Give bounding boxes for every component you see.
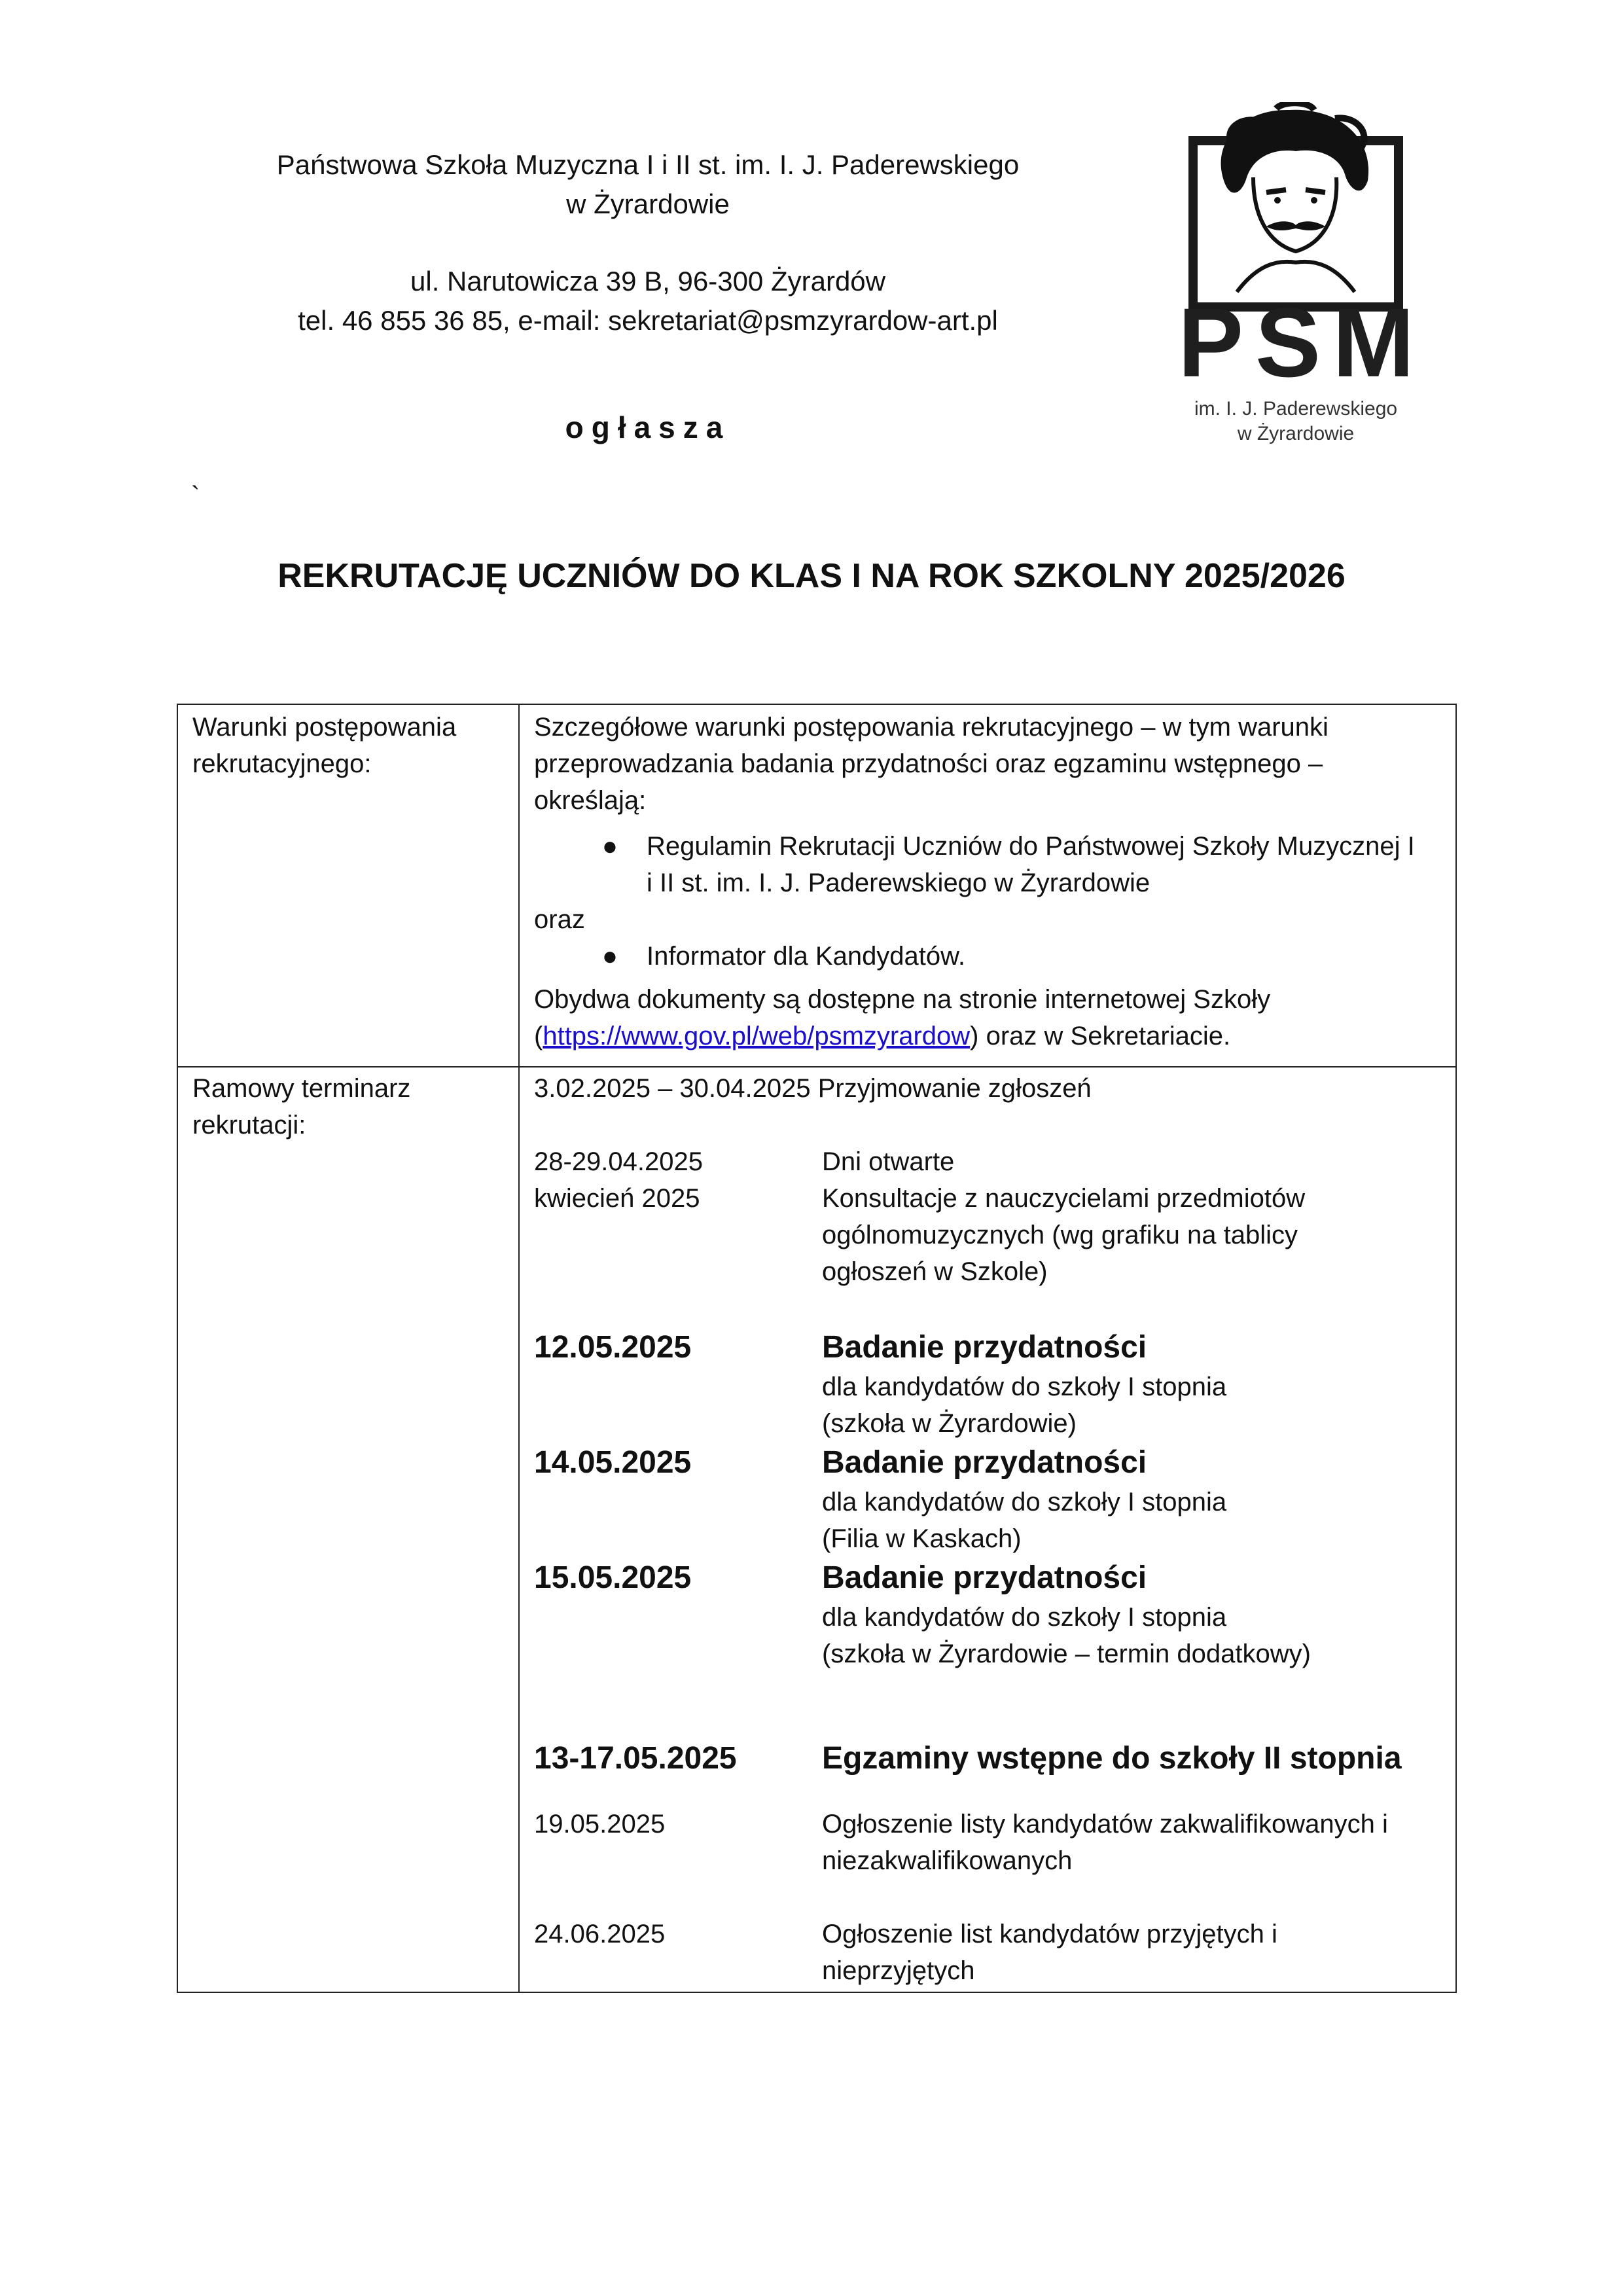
list2-desc: Ogłoszenie list kandydatów przyjętych i nieprzyjętych (822, 1920, 1277, 1985)
bullet-icon: ● (601, 832, 618, 861)
logo-subtitle-line1: im. I. J. Paderewskiego (1194, 398, 1398, 420)
open-days-date: 28-29.04.2025 (534, 1147, 704, 1176)
open-days-desc: Dni otwarte (822, 1147, 955, 1176)
schedule-item (534, 1806, 1429, 1879)
schedule-item (534, 1180, 1429, 1290)
list-item (534, 828, 1423, 901)
test1-line2: (szkoła w Żyrardowie) (822, 1409, 1077, 1438)
conditions-content-cell (519, 704, 1456, 1067)
page-title: REKRUTACJĘ UCZNIÓW DO KLAS I NA ROK SZKOLNY 2025/2026 (277, 557, 1346, 595)
schedule-item (534, 1557, 1429, 1672)
docs-availability (534, 981, 1423, 1054)
conditions-label: Warunki postępowania rekrutacyjnego: (192, 713, 457, 778)
schedule-label: Ramowy terminarz rekrutacji: (192, 1074, 411, 1139)
announces-heading: ogłasza (565, 410, 731, 444)
schedule-item (534, 1327, 1429, 1442)
schedule-item (534, 1143, 1429, 1180)
logo-subtitle-line2: w Żyrardowie (1237, 423, 1355, 444)
conditions-row (177, 704, 1456, 1067)
test3-line1: dla kandydatów do szkoły I stopnia (822, 1603, 1227, 1632)
informator-doc: Informator dla Kandydatów. (647, 942, 965, 971)
stray-mark: ` (191, 482, 200, 511)
school-contact: tel. 46 855 36 85, e-mail: sekretariat@psmzyrardow-art.pl (298, 305, 998, 336)
conditions-intro: Szczegółowe warunki postępowania rekrutacyjnego – w tym warunki przeprowadzania badania przydatności oraz egzaminu wstępnego – określają: (534, 713, 1329, 815)
applications-period: 3.02.2025 – 30.04.2025 Przyjmowanie zgłoszeń (534, 1074, 1092, 1103)
schedule-label-cell (177, 1067, 519, 1992)
schedule-row (177, 1067, 1456, 1992)
consult-date: kwiecień 2025 (534, 1184, 700, 1213)
test1-title: Badanie przydatności (822, 1330, 1147, 1365)
school-name-line1: Państwowa Szkoła Muzyczna I i II st. im. I. J. Paderewskiego (276, 149, 1020, 180)
test3-date: 15.05.2025 (534, 1560, 692, 1595)
list1-desc: Ogłoszenie listy kandydatów zakwalifikowanych i niezakwalifikowanych (822, 1810, 1388, 1875)
list2-date: 24.06.2025 (534, 1920, 666, 1948)
regulation-doc: Regulamin Rekrutacji Uczniów do Państwowej Szkoły Muzycznej I i II st. im. I. J. Paderewskiego w Żyrardowie (647, 832, 1415, 897)
test2-line1: dla kandydatów do szkoły I stopnia (822, 1488, 1227, 1516)
docs-prefix: Obydwa dokumenty są dostępne na stronie internetowej Szkoły ( (534, 985, 1271, 1050)
test2-date: 14.05.2025 (534, 1445, 692, 1480)
conditions-oraz: oraz (534, 905, 585, 934)
school-website-link[interactable]: https://www.gov.pl/web/psmzyrardow (543, 1022, 971, 1050)
list-item (534, 938, 1423, 975)
recruitment-table (177, 704, 1457, 1993)
exam-desc: Egzaminy wstępne do szkoły II stopnia (822, 1741, 1402, 1776)
list1-date: 19.05.2025 (534, 1810, 666, 1839)
portrait-icon (1198, 102, 1394, 298)
schedule-item (534, 1738, 1429, 1780)
bullet-icon: ● (601, 942, 618, 971)
docs-suffix: ) oraz w Sekretariacie. (970, 1022, 1231, 1050)
school-logo (1178, 97, 1427, 450)
conditions-label-cell (177, 704, 519, 1067)
logo-text: PSM (1178, 287, 1427, 397)
schedule-item (534, 1916, 1429, 1989)
school-address: ul. Narutowicza 39 B, 96-300 Żyrardów (410, 266, 885, 296)
test3-title: Badanie przydatności (822, 1560, 1147, 1595)
address-block (196, 262, 1099, 340)
consult-desc: Konsultacje z nauczycielami przedmiotów ogólnomuzycznych (wg grafiku na tablicy ogłoszeń w Szkole) (822, 1184, 1306, 1286)
school-name (196, 145, 1099, 224)
test2-line2: (Filia w Kaskach) (822, 1524, 1022, 1553)
test1-line1: dla kandydatów do szkoły I stopnia (822, 1372, 1227, 1401)
test3-line2: (szkoła w Żyrardowie – termin dodatkowy) (822, 1640, 1311, 1668)
schedule-item (534, 1442, 1429, 1557)
schedule-content-cell (519, 1067, 1456, 1992)
test1-date: 12.05.2025 (534, 1330, 692, 1365)
exam-date: 13-17.05.2025 (534, 1741, 737, 1776)
school-name-line2: w Żyrardowie (566, 188, 730, 219)
test2-title: Badanie przydatności (822, 1445, 1147, 1480)
